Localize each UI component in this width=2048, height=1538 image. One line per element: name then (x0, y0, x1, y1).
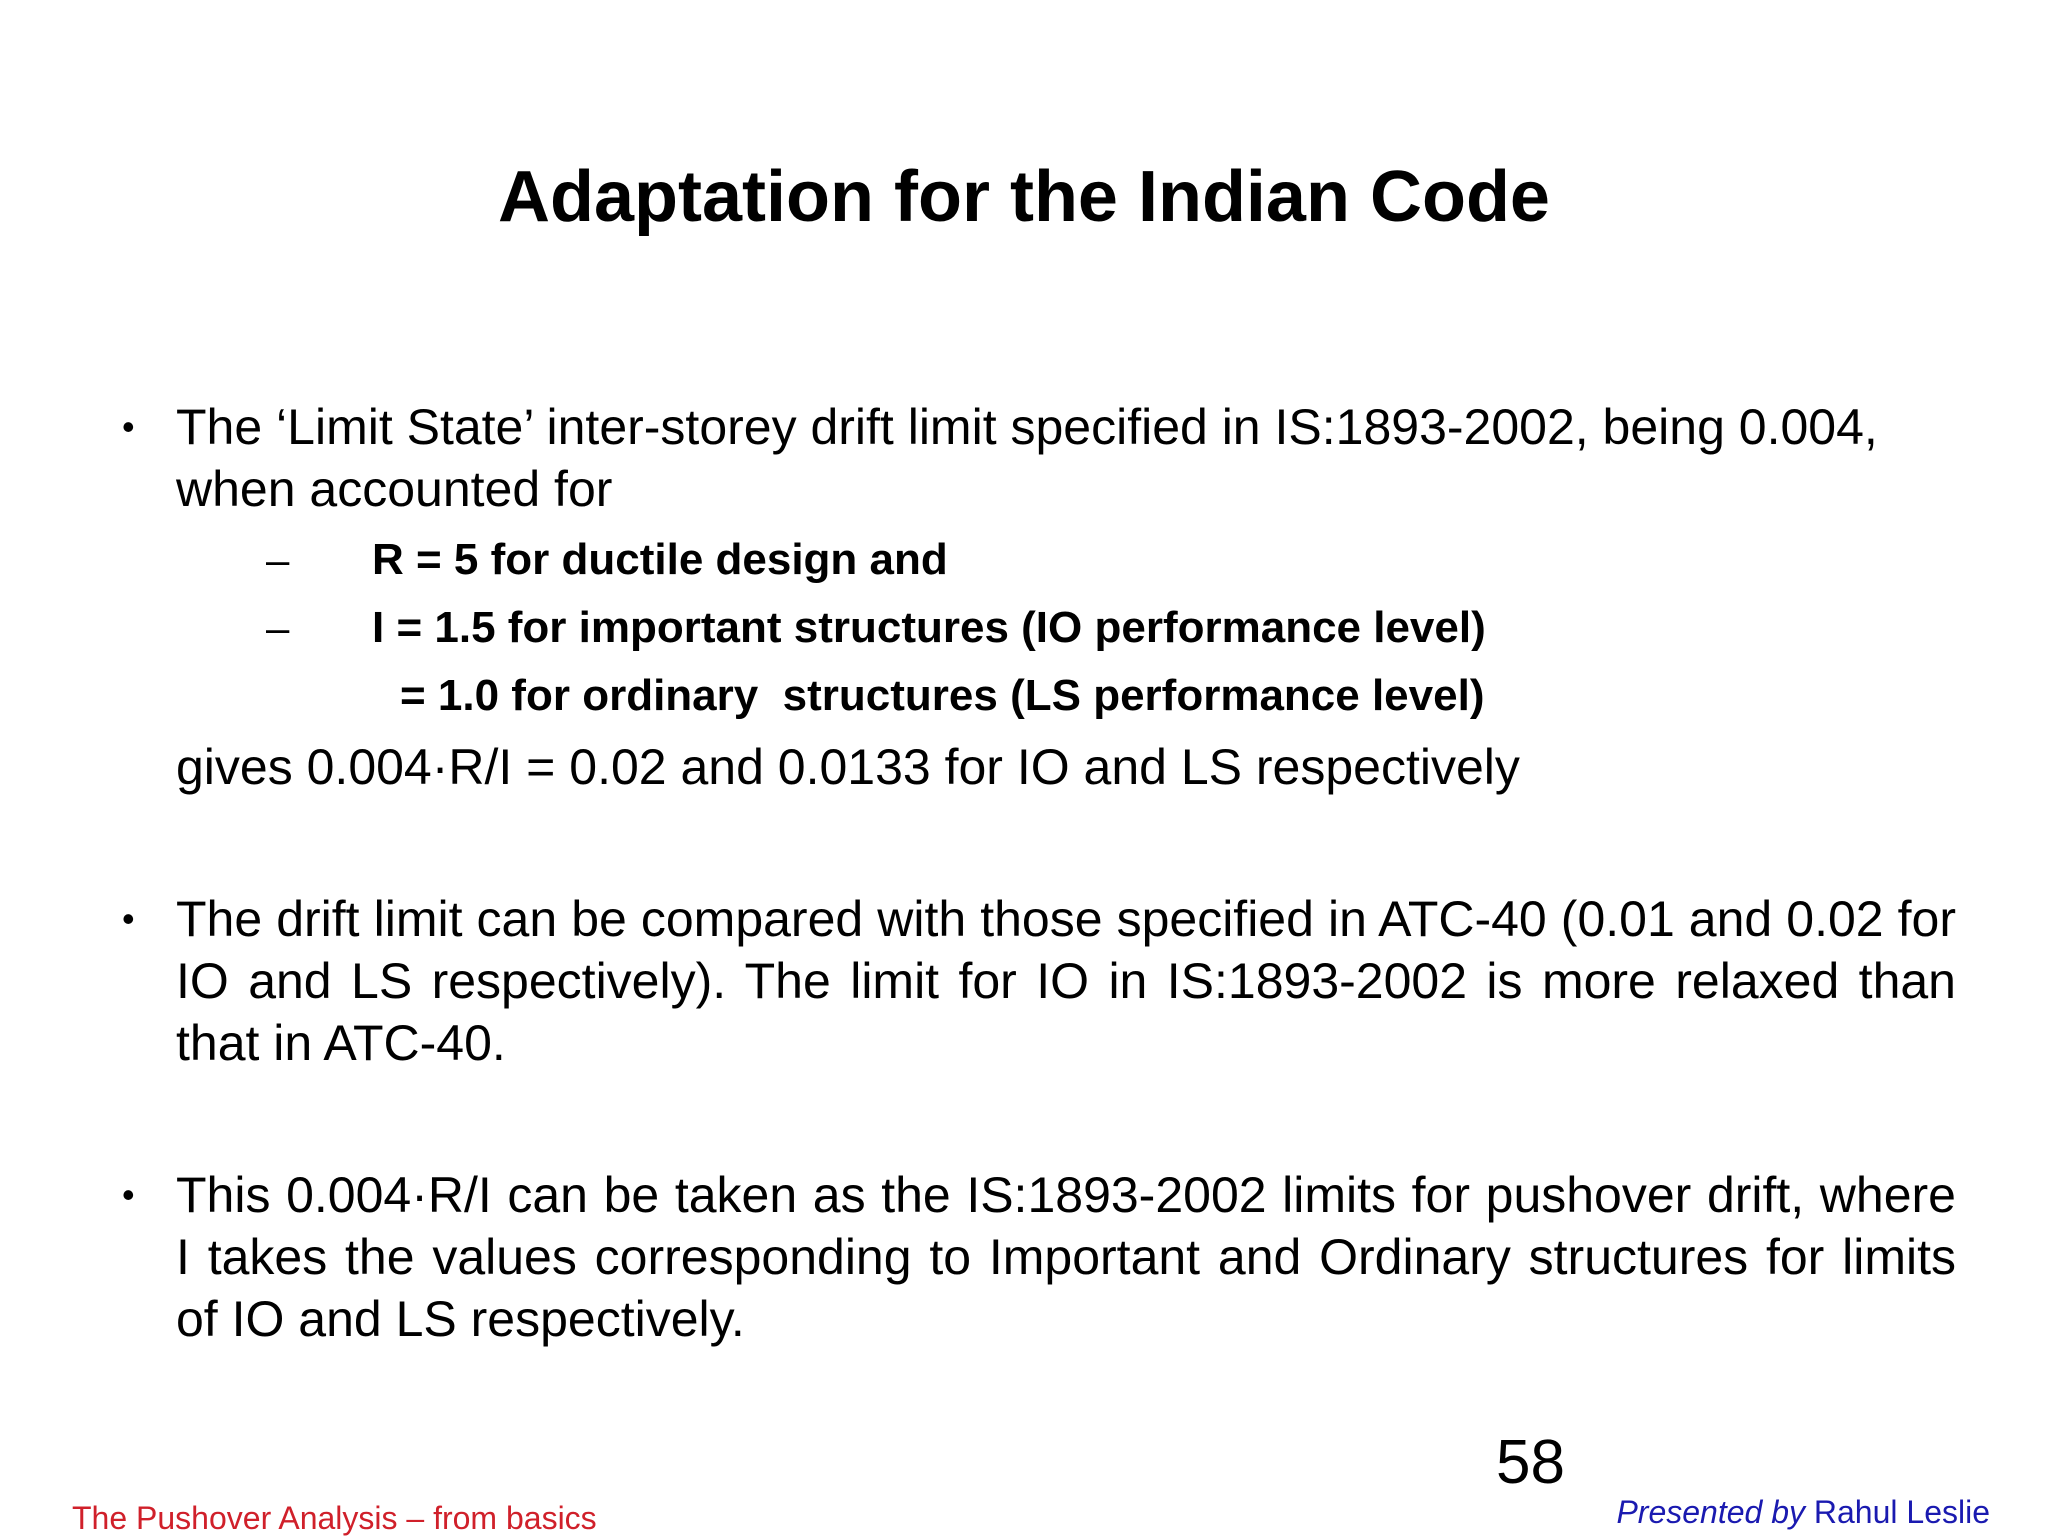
sub-item-ordinary: = 1.0 for ordinary structures (LS performance level) (400, 671, 1485, 720)
slide-title: Adaptation for the Indian Code (498, 157, 1550, 237)
bullet-marker-3: • (122, 1174, 135, 1215)
sub-item-important: I = 1.5 for important structures (IO performance level) (372, 603, 1486, 652)
presented-by-label: Presented by (1616, 1494, 1805, 1530)
bullet-1-text: The ‘Limit State’ inter-storey drift limit specified in IS:1893-2002, being 0.004, when accounted for (176, 399, 1878, 517)
bullet-marker-2: • (122, 898, 135, 939)
bullet-marker-1: • (122, 406, 135, 447)
sub-item-ductile: R = 5 for ductile design and (372, 535, 948, 584)
footer-presenter (1616, 1492, 1990, 1532)
footer-course-title: The Pushover Analysis – from basics (72, 1500, 597, 1536)
sub-dash-1: – (266, 536, 290, 583)
bullet-3-text: This 0.004·R/I can be taken as the IS:1893-2002 limits for pushover drift, where I takes the values corresponding to Important and Ordinary structures for limits of IO and LS respectively. (176, 1167, 1956, 1347)
presenter-name: Rahul Leslie (1813, 1494, 1990, 1530)
bullet-2-text: The drift limit can be compared with those specified in ATC-40 (0.01 and 0.02 for IO and LS respectively). The limit for IO in IS:1893-2002 is more relaxed than that in ATC-40. (176, 891, 1956, 1071)
bullet-1-result: gives 0.004·R/I = 0.02 and 0.0133 for IO and LS respectively (176, 739, 1520, 795)
page-number: 58 (1496, 1428, 1565, 1497)
sub-dash-2: – (266, 604, 290, 651)
